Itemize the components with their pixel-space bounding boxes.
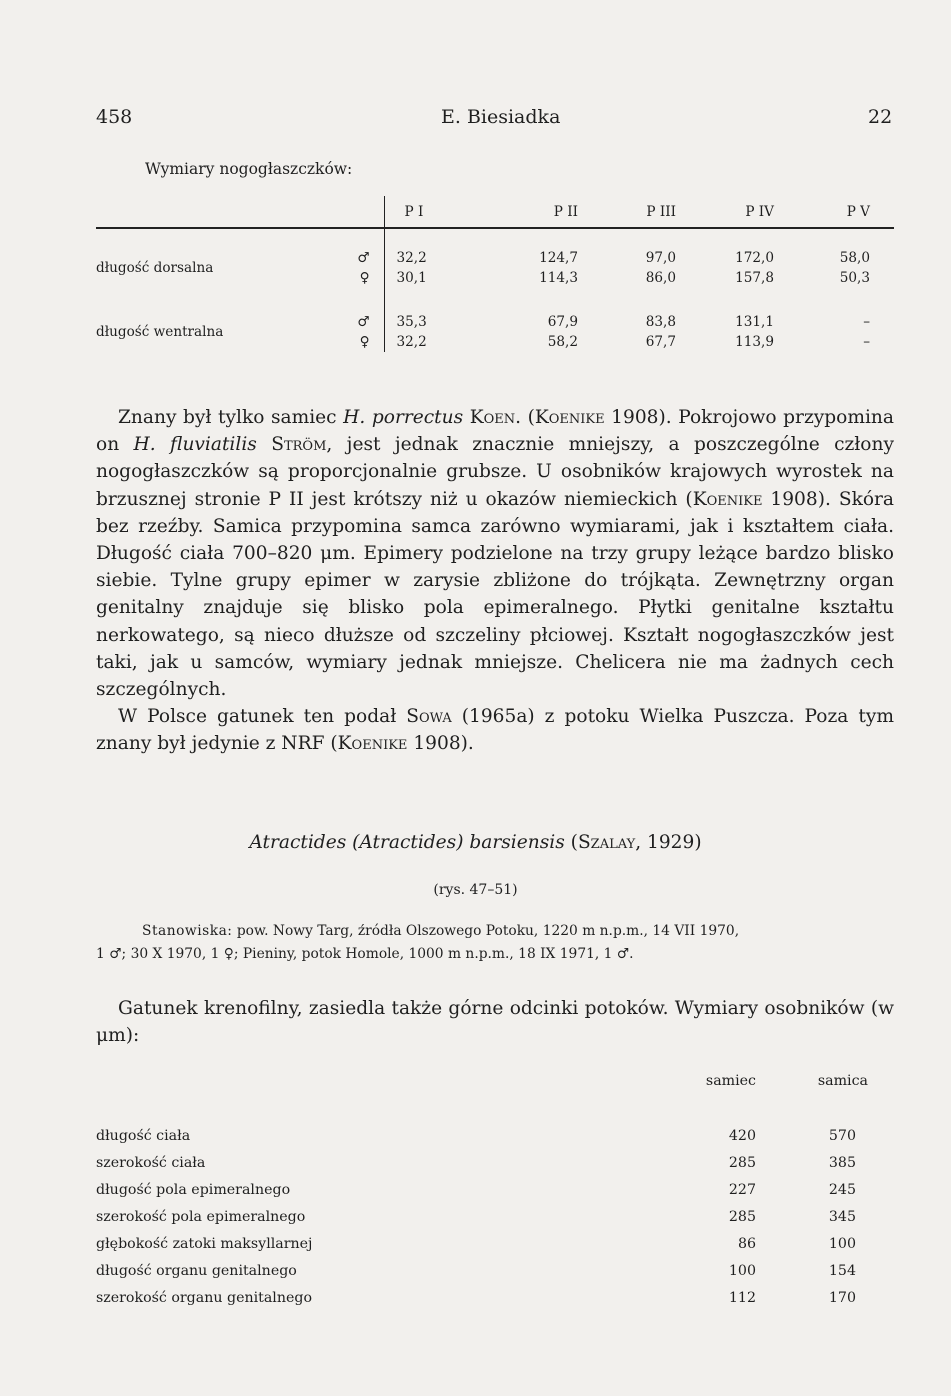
table-cell: 86,0 bbox=[645, 270, 676, 286]
table-cell: 420 bbox=[728, 1128, 756, 1145]
column-header-samiec: samiec bbox=[705, 1073, 756, 1089]
column-header-p3: P III bbox=[646, 203, 676, 220]
row-label: szerokość ciała bbox=[96, 1155, 206, 1172]
table-cell: 345 bbox=[828, 1209, 856, 1226]
paragraph bbox=[96, 703, 894, 757]
table-cell: 113,9 bbox=[735, 334, 774, 350]
table-cell: 124,7 bbox=[539, 250, 578, 266]
species-name: H. fluviatilis bbox=[133, 434, 257, 456]
table-cell: 112 bbox=[728, 1289, 756, 1306]
table-cell: 58,2 bbox=[547, 334, 578, 350]
table-row bbox=[96, 1150, 878, 1177]
author-name: Koen bbox=[469, 407, 516, 428]
table-cell: 35,3 bbox=[396, 314, 427, 330]
row-label-ventral: długość wentralna bbox=[96, 324, 224, 340]
author-name: Sowa bbox=[406, 706, 452, 728]
table-cell: 32,2 bbox=[396, 334, 427, 350]
table-cell: 100 bbox=[728, 1262, 756, 1279]
table-cell: 172,0 bbox=[735, 250, 774, 266]
issue-number: 22 bbox=[868, 106, 893, 128]
table-row bbox=[96, 1257, 878, 1284]
text-run: 1908). bbox=[407, 733, 474, 755]
male-symbol: ♂ bbox=[336, 248, 384, 268]
text-run: W Polsce gatunek ten podał bbox=[118, 706, 407, 728]
table-row bbox=[96, 1123, 878, 1150]
pedipalp-measurements-table bbox=[96, 196, 894, 352]
table-cell: 97,0 bbox=[645, 250, 676, 266]
stations bbox=[96, 920, 896, 966]
table-cell: 285 bbox=[728, 1209, 756, 1226]
body-text-2 bbox=[96, 995, 894, 1049]
body-text bbox=[96, 404, 894, 758]
text-run: 1908). Pokrojowo przypomina on bbox=[96, 407, 894, 456]
text-run: ( bbox=[564, 832, 578, 853]
male-symbol: ♂ bbox=[336, 312, 384, 332]
author-name: Ström bbox=[271, 434, 327, 456]
table-cell: 131,1 bbox=[735, 314, 774, 330]
species-heading bbox=[0, 832, 951, 853]
table-cell: 385 bbox=[828, 1155, 856, 1172]
table-cell: 154 bbox=[828, 1262, 856, 1279]
paragraph bbox=[96, 404, 894, 703]
column-header-p5: P V bbox=[846, 203, 870, 220]
table1-caption: Wymiary nogogłaszczków: bbox=[145, 160, 353, 178]
table-cell: 570 bbox=[828, 1128, 856, 1145]
author-name: Koenike bbox=[534, 407, 605, 428]
table-cell: 30,1 bbox=[396, 270, 427, 286]
column-header-samica: samica bbox=[817, 1073, 868, 1089]
table-cell: 114,3 bbox=[539, 270, 578, 286]
row-label-dorsal: długość dorsalna bbox=[96, 260, 214, 276]
column-header-p2: P II bbox=[553, 203, 578, 220]
running-title: E. Biesiadka bbox=[441, 106, 561, 128]
table-cell: 58,0 bbox=[839, 250, 870, 266]
table-cell: 157,8 bbox=[735, 270, 774, 286]
text-run: (1965a) z potoku Wielka Puszcza. Poza tym znany był jedynie z NRF ( bbox=[96, 706, 894, 755]
text-run: 1908). Skóra bez rzeźby. Samica przypomina samca zarówno wymiarami, jak i kształtem ciała. Długość ciała 700–820 μm. Epimery podzielone na trzy grupy leżące bardzo blisko siebie. Tylne grupy epimer w zarysie zbliżone do trójkąta. Zewnętrzny organ genitalny znajduje się blisko pola epimeralnego. Płytki genitalne kształtu nerkowatego, są nieco dłuższe od szczeliny płciowej. Kształt nogogłaszczków jest taki, jak u samców, wymiary jednak mniejsze. Chelicera nie ma żadnych cech szczególnych. bbox=[96, 488, 894, 701]
row-label: szerokość organu genitalnego bbox=[96, 1289, 313, 1306]
table-cell: 67,7 bbox=[645, 334, 676, 350]
column-header-p1: P I bbox=[404, 203, 424, 220]
page-number: 458 bbox=[96, 106, 133, 128]
author-name: Koenike bbox=[337, 733, 408, 755]
text-run: , 1929) bbox=[635, 832, 702, 853]
table-row bbox=[96, 1177, 878, 1204]
table-cell: 285 bbox=[728, 1155, 756, 1172]
species-name: Atractides (Atractides) barsiensis bbox=[249, 832, 565, 853]
table-cell: 100 bbox=[828, 1236, 856, 1252]
row-label: długość ciała bbox=[96, 1128, 191, 1145]
female-symbol: ♀ bbox=[336, 332, 384, 352]
table-cell: – bbox=[863, 334, 870, 350]
table-cell: 245 bbox=[828, 1182, 856, 1199]
author-name: Koenike bbox=[692, 488, 763, 510]
female-symbol: ♀ bbox=[336, 268, 384, 288]
figure-reference: (rys. 47–51) bbox=[433, 882, 518, 898]
text-run: Znany był tylko samiec bbox=[118, 407, 344, 428]
species-name: H. porrectus bbox=[343, 407, 464, 428]
text-run: pow. Nowy Targ, źródła Olszowego Potoku, 1220 m n.p.m., 14 VII 1970, bbox=[232, 923, 740, 939]
column-header-p4: P IV bbox=[745, 203, 774, 220]
table-row bbox=[96, 248, 894, 268]
author-name: Szalay bbox=[577, 832, 636, 853]
table-cell: – bbox=[863, 314, 870, 330]
row-label: głębokość zatoki maksyllarnej bbox=[96, 1236, 313, 1252]
table-cell: 32,2 bbox=[396, 250, 427, 266]
text-run: , jest jednak znacznie mniejszy, a poszczególne człony nogogłaszczków są proporcjonalnie grubsze. U osobników krajowych wyrostek na brzusznej stronie P II jest krótszy niż u okazów niemieckich ( bbox=[96, 434, 894, 510]
table-row bbox=[96, 1231, 878, 1258]
table-cell: 227 bbox=[728, 1182, 756, 1199]
table-cell: 86 bbox=[737, 1236, 756, 1252]
table-cell: 170 bbox=[828, 1289, 856, 1306]
table-cell: 83,8 bbox=[645, 314, 676, 330]
table-row bbox=[96, 1284, 878, 1311]
table-cell: 50,3 bbox=[839, 270, 870, 286]
row-label: szerokość pola epimeralnego bbox=[96, 1209, 306, 1226]
table-cell: 67,9 bbox=[547, 314, 578, 330]
row-label: długość organu genitalnego bbox=[96, 1262, 297, 1279]
text-run: . ( bbox=[515, 407, 535, 428]
table-row bbox=[96, 1204, 878, 1231]
body-measurements-table bbox=[96, 1073, 878, 1311]
text-run: 1 ♂; 30 X 1970, 1 ♀; Pieniny, potok Homole, 1000 m n.p.m., 18 IX 1971, 1 ♂. bbox=[96, 946, 634, 962]
row-label: długość pola epimeralnego bbox=[96, 1182, 291, 1199]
paragraph: Gatunek krenofilny, zasiedla także górne odcinki potoków. Wymiary osobników (w μm): bbox=[96, 998, 894, 1047]
stations-label: Stanowiska: bbox=[142, 923, 233, 939]
table-row bbox=[96, 312, 894, 332]
